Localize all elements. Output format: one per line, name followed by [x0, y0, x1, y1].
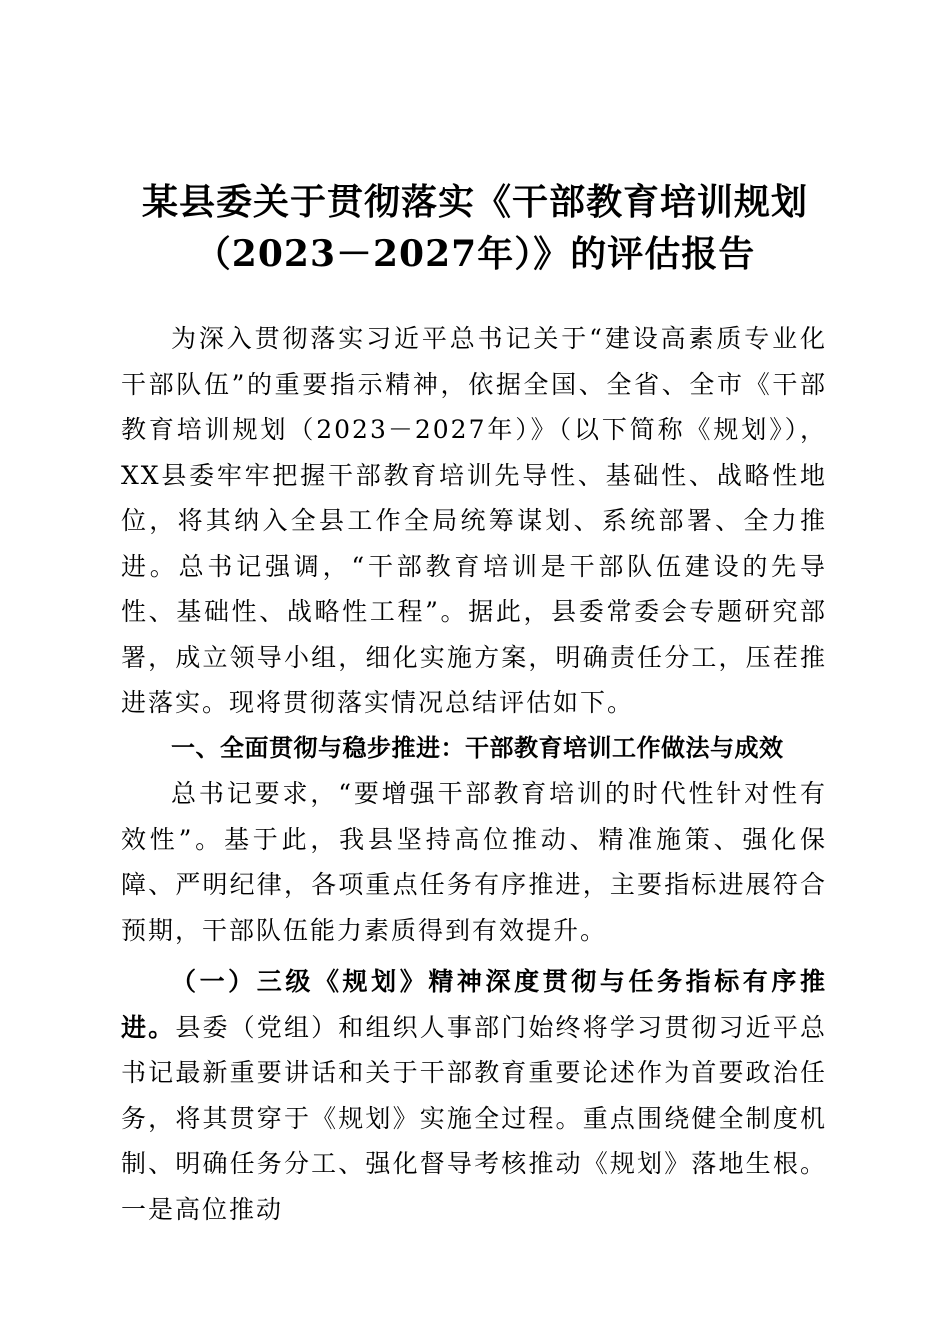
document-body: [121, 316, 827, 1232]
subsection-1-paragraph: [121, 959, 827, 1232]
document-title: [90, 176, 860, 280]
section-1-heading: 一、全面贯彻与稳步推进：干部教育培训工作做法与成效: [171, 733, 784, 762]
subsection-1-text: 县委（党组）和组织人事部门始终将学习贯彻习近平总书记最新重要讲话和关于干部教育重要论述作为首要政治任务，将其贯穿于《规划》实施全过程。重点围绕健全制度机制、明确任务分工、强化督导考核推动《规划》落地生根。一是高位推动: [121, 1012, 827, 1224]
title-line-1: 某县委关于贯彻落实《干部教育培训规划: [141, 181, 808, 223]
section-1-paragraph: 总书记要求，“要增强干部教育培训的时代性针对性有效性”。基于此，我县坚持高位推动、精准施策、强化保障、严明纪律，各项重点任务有序推进，主要指标进展符合预期，干部队伍能力素质得到有效提升。: [121, 779, 827, 945]
intro-paragraph: 为深入贯彻落实习近平总书记关于“建设高素质专业化干部队伍”的重要指示精神，依据全国、全省、全市《干部教育培训规划（2023－2027年）》（以下简称《规划》），XX县委牢牢把握干部教育培训先导性、基础性、战略性地位，将其纳入全县工作全局统筹谋划、系统部署、全力推进。总书记强调，“干部教育培训是干部队伍建设的先导性、基础性、战略性工程”。据此，县委常委会专题研究部署，成立领导小组，细化实施方案，明确责任分工，压茬推进落实。现将贯彻落实情况总结评估如下。: [121, 324, 827, 717]
title-line-2: （2023－2027年）》的评估报告: [194, 233, 756, 275]
subsection-1-heading: （一）三级《规划》精神深度贯彻与任务指标有序推进。: [121, 967, 827, 1042]
